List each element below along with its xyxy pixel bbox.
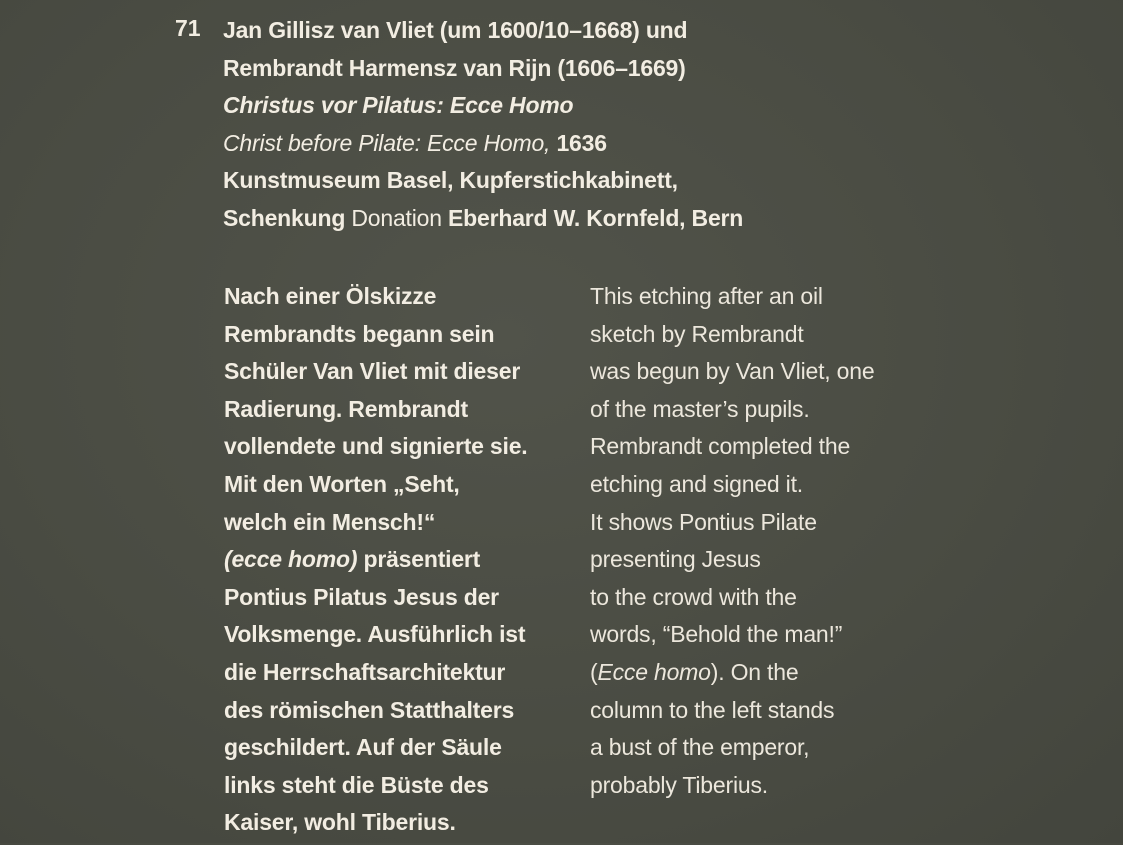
- text-line: [224, 619, 528, 657]
- text-segment: (ecce homo): [224, 546, 358, 573]
- text-segment: präsentiert: [357, 546, 481, 573]
- text-line: [223, 165, 743, 203]
- text-segment: links steht die Büste des: [224, 771, 489, 798]
- text-segment: was begun by Van Vliet, one: [590, 358, 875, 385]
- text-line: [224, 807, 528, 845]
- text-line: [590, 657, 874, 695]
- text-line: [590, 544, 874, 582]
- text-segment: des römischen Statthalters: [224, 696, 515, 723]
- text-line: [223, 90, 743, 128]
- text-segment: Rembrandt completed the: [590, 433, 851, 460]
- german-description: [224, 281, 528, 845]
- text-segment: (: [590, 658, 598, 685]
- text-line: [223, 15, 743, 53]
- text-segment: Schüler Van Vliet mit dieser: [224, 358, 521, 385]
- text-line: [590, 356, 874, 394]
- text-line: [224, 544, 528, 582]
- text-line: [224, 582, 528, 620]
- text-segment: Ecce homo: [597, 658, 711, 685]
- text-line: [223, 128, 743, 166]
- text-segment: Pontius Pilatus Jesus der: [224, 583, 499, 610]
- text-segment: Christ before Pilate: Ecce Homo,: [223, 129, 551, 156]
- text-line: [224, 657, 528, 695]
- text-line: [224, 319, 528, 357]
- text-line: [223, 203, 743, 241]
- text-segment: Christus vor Pilatus: Ecce Homo: [223, 92, 574, 119]
- catalogue-number: 71: [175, 15, 201, 41]
- text-line: [224, 431, 528, 469]
- text-segment: of the master’s pupils.: [590, 395, 810, 422]
- text-segment: It shows Pontius Pilate: [590, 508, 817, 535]
- text-segment: Mit den Worten „Seht,: [224, 470, 460, 497]
- label-header: [223, 15, 743, 241]
- text-line: [590, 582, 874, 620]
- text-segment: Rembrandt Harmensz van Rijn (1606–1669): [223, 54, 686, 81]
- text-segment: Rembrandts begann sein: [224, 320, 495, 347]
- text-line: [590, 394, 874, 432]
- text-line: [590, 431, 874, 469]
- text-segment: a bust of the emperor,: [590, 734, 810, 761]
- text-segment: Radierung. Rembrandt: [224, 395, 468, 422]
- text-segment: This etching after an oil: [590, 283, 823, 309]
- text-line: [590, 732, 874, 770]
- text-segment: probably Tiberius.: [590, 771, 768, 798]
- text-segment: welch ein Mensch!“: [224, 508, 436, 535]
- text-segment: Nach einer Ölskizze: [224, 283, 437, 309]
- text-line: [590, 469, 874, 507]
- text-segment: words, “Behold the man!”: [590, 621, 843, 648]
- text-segment: Jan Gillisz van Vliet (um 1600/10–1668) und: [223, 17, 688, 43]
- text-segment: Donation: [345, 204, 449, 231]
- text-line: [224, 732, 528, 770]
- text-line: [590, 281, 874, 319]
- text-line: [224, 770, 528, 808]
- text-segment: Eberhard W. Kornfeld, Bern: [448, 204, 744, 231]
- text-segment: vollendete und signierte sie.: [224, 433, 528, 460]
- text-line: [590, 695, 874, 733]
- text-line: [224, 356, 528, 394]
- text-segment: Schenkung: [223, 204, 346, 231]
- text-segment: etching and signed it.: [590, 470, 803, 497]
- text-line: [590, 619, 874, 657]
- text-line: [223, 53, 743, 91]
- text-line: [590, 770, 874, 808]
- text-line: [224, 394, 528, 432]
- text-segment: die Herrschaftsarchitektur: [224, 658, 506, 685]
- text-line: [590, 319, 874, 357]
- text-segment: Kunstmuseum Basel, Kupferstichkabinett,: [223, 167, 678, 194]
- text-line: [590, 507, 874, 545]
- text-segment: to the crowd with the: [590, 583, 797, 610]
- text-segment: geschildert. Auf der Säule: [224, 734, 502, 761]
- text-segment: 1636: [550, 129, 607, 156]
- english-description: [590, 281, 874, 807]
- text-line: [224, 281, 528, 319]
- text-line: [224, 695, 528, 733]
- text-segment: sketch by Rembrandt: [590, 320, 804, 347]
- text-segment: presenting Jesus: [590, 546, 761, 573]
- text-segment: Volksmenge. Ausführlich ist: [224, 621, 526, 648]
- text-segment: ). On the: [710, 658, 799, 685]
- text-line: [224, 469, 528, 507]
- text-segment: Kaiser, wohl Tiberius.: [224, 809, 456, 836]
- text-segment: column to the left stands: [590, 696, 835, 723]
- text-line: [224, 507, 528, 545]
